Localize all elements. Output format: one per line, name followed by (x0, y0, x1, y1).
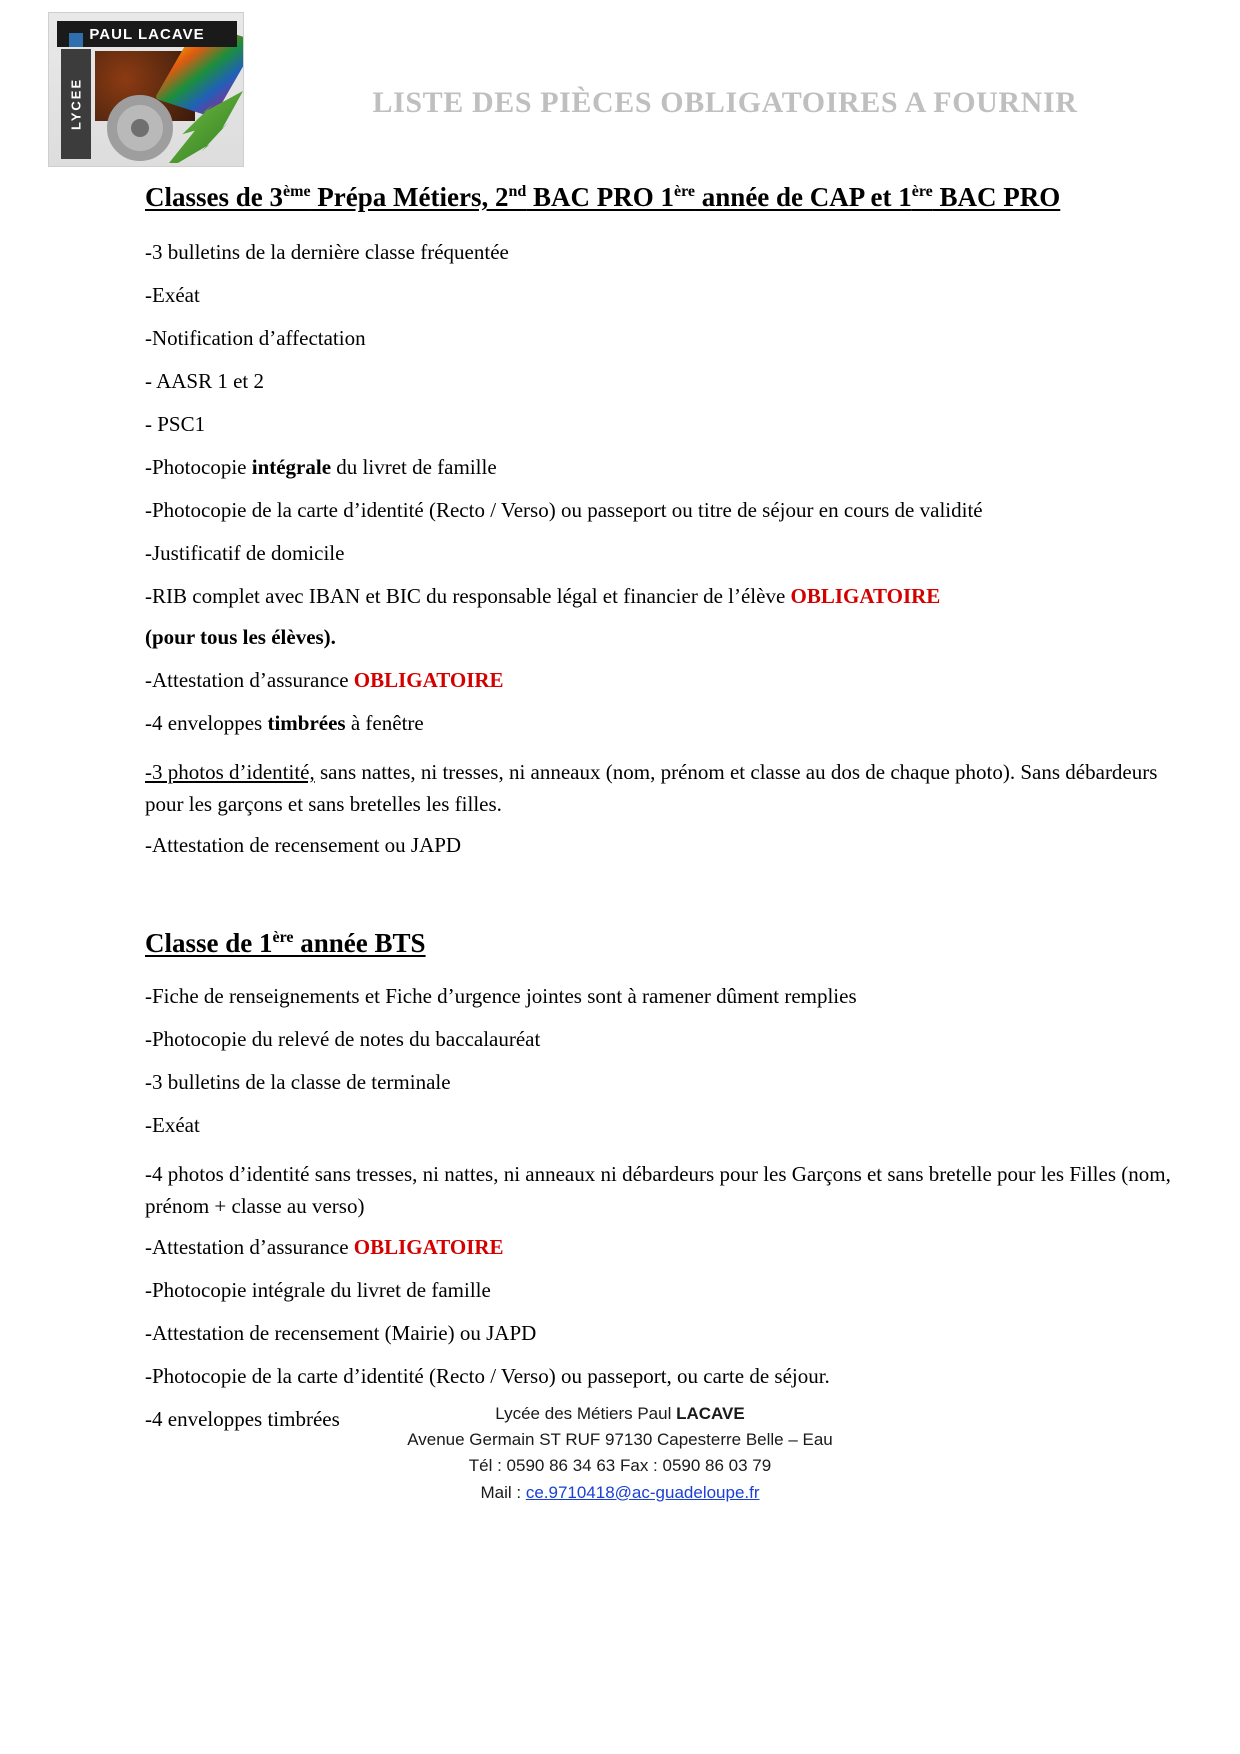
footer-text-pre: Lycée des Métiers Paul (495, 1403, 677, 1423)
list-item-recensement: -Attestation de recensement ou JAPD (145, 833, 462, 857)
item-text-pre: -Attestation d’assurance (145, 1235, 354, 1259)
logo-band-text: PAUL LACAVE (89, 25, 205, 43)
item-text-pre: -Attestation d’assurance (145, 667, 354, 692)
footer-text-strong: LACAVE (676, 1403, 745, 1423)
list-item-assurance-bts (145, 1237, 1180, 1258)
list-item-enveloppes (145, 710, 1180, 735)
footer-school-name (0, 1401, 1240, 1427)
list-item: - AASR 1 et 2 (145, 368, 265, 393)
section-heading-bacpro (145, 180, 1180, 216)
list-item: -Attestation de recensement (Mairie) ou JAPD (145, 1321, 537, 1345)
item-text-bold: (pour tous les élèves). (145, 624, 336, 649)
list-item: -Notification d’affectation (145, 325, 366, 350)
obligatoire-badge: OBLIGATOIRE (353, 1235, 504, 1259)
email-link[interactable]: ce.9710418@ac-guadeloupe.fr (525, 1482, 760, 1502)
item-text-pre: -RIB complet avec IBAN et BIC du responsable légal et financier de l’élève (145, 583, 791, 608)
list-item-justificatif-domicile: -Justificatif de domicile (145, 540, 345, 565)
heading-text-3: BAC PRO 1 (526, 182, 675, 212)
list-item-assurance (145, 667, 1180, 692)
item-text-pre: -4 enveloppes (145, 710, 268, 735)
list-item-carte-identite: -Photocopie de la carte d’identité (Recto / Verso) ou passeport ou titre de séjour en cours de validité (145, 497, 983, 522)
footer-mail-label: Mail : (480, 1482, 526, 1502)
list-item-rib (145, 583, 1180, 608)
list-item: -Exéat (145, 1112, 200, 1137)
list-item-rib-note (145, 624, 1180, 649)
logo-band (57, 21, 237, 47)
heading-text-5: BAC PRO (932, 182, 1061, 212)
heading-sup-2: nd (508, 183, 527, 200)
footer-mail-line (0, 1480, 1240, 1506)
item-text-bold: timbrées (267, 710, 346, 735)
list-item: -Photocopie du relevé de notes du baccalauréat (145, 1026, 541, 1051)
heading-text-2: Prépa Métiers, 2 (310, 182, 509, 212)
heading-sup-1: ère (272, 929, 294, 946)
heading-sup-1: ème (283, 183, 311, 200)
list-item-photocopie-livret (145, 454, 1180, 479)
section-heading-bts (145, 926, 426, 962)
obligatoire-badge: OBLIGATOIRE (353, 667, 504, 692)
document-footer (0, 1401, 1240, 1506)
item-text-post: à fenêtre (345, 710, 424, 735)
logo-vertical-text: LYCEE (61, 49, 91, 159)
list-item: -4 enveloppes timbrées (145, 1407, 340, 1431)
item-text-post: du livret de famille (331, 454, 497, 479)
heading-text-1: Classe de 1 (145, 928, 273, 958)
list-item: -3 bulletins de la dernière classe fréquentée (145, 239, 509, 264)
heading-sup-3: ère (674, 183, 696, 200)
footer-address: Avenue Germain ST RUF 97130 Capesterre Belle – Eau (407, 1429, 833, 1449)
item-text-pre: -Photocopie (145, 454, 252, 479)
heading-text-1: Classes de 3 (145, 182, 284, 212)
obligatoire-badge: OBLIGATOIRE (790, 583, 941, 608)
item-text-bold: intégrale (251, 454, 332, 479)
list-item: -Photocopie intégrale du livret de famille (145, 1278, 491, 1302)
logo-square-icon (69, 33, 83, 47)
page-title: LISTE DES PIÈCES OBLIGATOIRES A FOURNIR (372, 86, 1078, 119)
list-item-photos-bts: -4 photos d’identité sans tresses, ni nattes, ni anneaux ni débardeurs pour les Garçons et sans bretelle pour les Filles (nom, prénom + classe au verso) (145, 1161, 1171, 1219)
heading-sup-4: ère (911, 183, 933, 200)
school-logo (48, 12, 244, 167)
list-item: -Fiche de renseignements et Fiche d’urgence jointes sont à ramener dûment remplies (145, 983, 857, 1008)
document-content (0, 180, 1240, 1430)
footer-phone: Tél : 0590 86 34 63 Fax : 0590 86 03 79 (468, 1456, 772, 1476)
document-header (0, 0, 1240, 180)
list-item: -Exéat (145, 282, 200, 307)
gear-icon (107, 95, 173, 161)
item-text-underlined: -3 photos d’identité, (145, 759, 315, 784)
list-item: -Photocopie de la carte d’identité (Recto / Verso) ou passeport, ou carte de séjour. (145, 1364, 830, 1388)
heading-text-2: année BTS (293, 928, 426, 958)
list-item: -3 bulletins de la classe de terminale (145, 1069, 451, 1094)
heading-text-4: année de CAP et 1 (695, 182, 912, 212)
list-item: - PSC1 (145, 411, 206, 436)
item-text-rest: sans nattes, ni tresses, ni anneaux (nom, prénom et classe au dos de chaque photo). Sans débardeurs pour les garçons et sans bretelles les filles. (145, 759, 1158, 817)
list-item-photos (145, 756, 1180, 821)
